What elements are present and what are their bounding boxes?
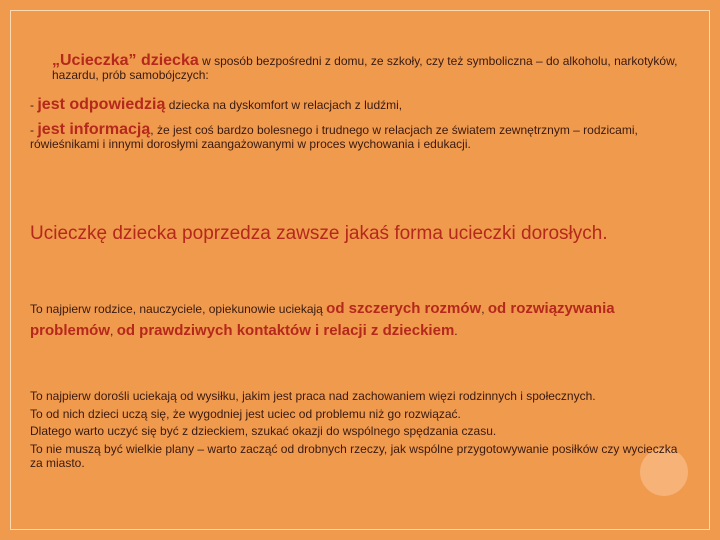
dash: - <box>30 123 38 137</box>
separator: , <box>481 302 488 316</box>
escape-from-problem-solving: od rozwiązywania problemów <box>30 300 615 339</box>
closing-lines <box>30 389 680 471</box>
paragraph-information <box>30 123 680 151</box>
closing-line: To nie muszą być wielkie plany – warto zacząć od drobnych rzeczy, jak wspólne przygotowywanie posiłków czy wycieczka za miasto. <box>30 441 678 470</box>
closing-line: To najpierw dorośli uciekają od wysiłku, jakim jest praca nad zachowaniem więzi rodzinnych i społecznych. <box>30 389 596 403</box>
main-heading: Ucieczkę dziecka poprzedza zawsze jakaś forma ucieczki dorosłych. <box>30 223 608 244</box>
closing-line: To od nich dzieci uczą się, że wygodniej jest uciec od problemu niż go rozwiązać. <box>30 406 461 421</box>
response-description: dziecka na dyskomfort w relacjach z ludźmi, <box>165 98 403 112</box>
escape-description: w sposób bezpośredni z domu, ze szkoły, czy też symboliczna – do alkoholu, narkotyków, hazardu, prób samobójczych: <box>52 54 678 82</box>
escape-from-relationships: od prawdziwych kontaktów i relacji z dzieckiem <box>116 322 455 339</box>
adults-escape-intro: To najpierw rodzice, nauczyciele, opiekunowie uciekają <box>30 302 327 316</box>
paragraph-escape-intro <box>30 54 702 82</box>
closing-line: Dlatego warto uczyć się być z dzieckiem, szukać okazji do wspólnego spędzania czasu. <box>30 424 497 438</box>
response-term: jest odpowiedzią <box>37 96 166 113</box>
separator: , <box>110 324 117 338</box>
escape-term: „Ucieczka” dziecka <box>52 52 199 69</box>
dash: - <box>30 98 38 112</box>
paragraph-response <box>30 98 680 112</box>
paragraph-adults-escape <box>30 298 680 342</box>
escape-from-conversations: od szczerych rozmów <box>326 300 482 317</box>
information-description: , że jest coś bardzo bolesnego i trudnego w relacjach ze światem zewnętrznym – rodzicami, rówieśnikami i innymi dorosłymi zaangażowanymi w proces wychowania i edukacji. <box>30 123 638 151</box>
period: . <box>454 324 458 338</box>
information-term: jest informacją <box>37 121 151 138</box>
